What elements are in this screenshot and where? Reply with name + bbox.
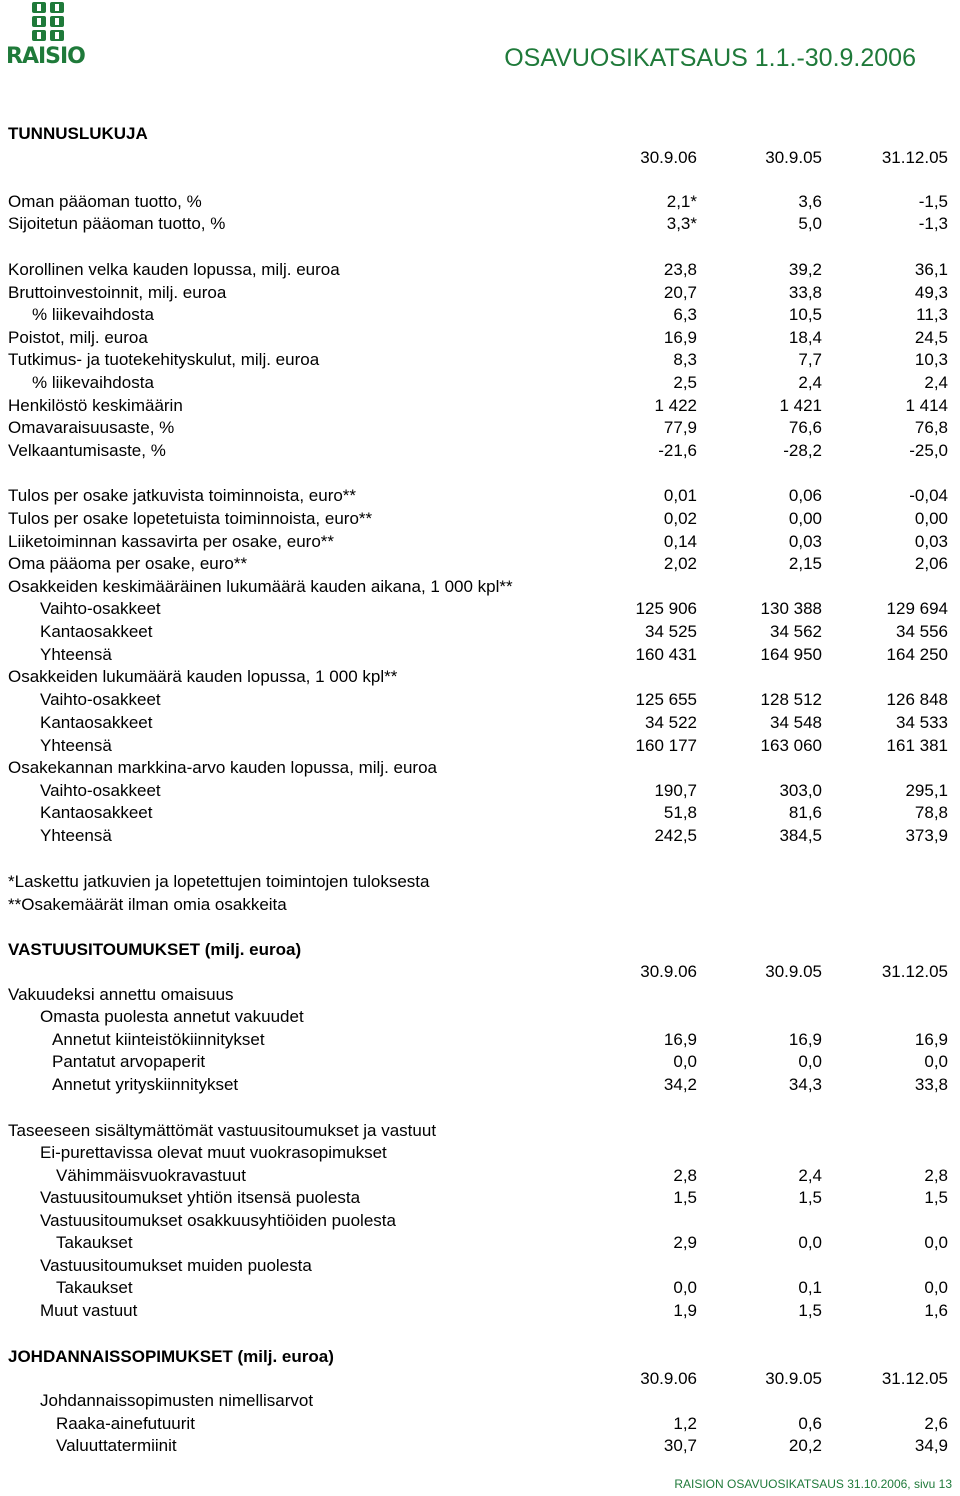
row-label: % liikevaihdosta [32,305,154,324]
row-label: Sijoitetun pääoman tuotto, % [8,214,226,233]
cell-value: 1,5 [798,1301,822,1320]
cell-value: 2,06 [914,554,948,573]
table-row [0,689,960,711]
cell-value: 1,6 [924,1301,948,1320]
footnote: *Laskettu jatkuvien ja lopetettujen toimintojen tuloksesta [8,872,430,891]
row-label: Vastuusitoumukset muiden puolesta [40,1256,312,1275]
cell-value: 0,14 [663,532,697,551]
column-header: 31.12.05 [881,1369,948,1388]
cell-value: 0,03 [914,532,948,551]
row-label: Pantatut arvopaperit [52,1052,206,1071]
table-row [0,1413,960,1435]
row-label: Velkaantumisaste, % [8,441,166,460]
row-label: Raaka-ainefutuurit [56,1414,195,1433]
section-title-johdannaiset: JOHDANNAISSOPIMUKSET (milj. euroa) [8,1347,334,1366]
column-header: 31.12.05 [881,962,948,981]
cell-value: 0,0 [924,1278,948,1297]
table-row [0,1120,960,1142]
cell-value: 2,5 [673,373,697,392]
cell-value: 16,9 [663,1030,697,1049]
row-label: Takaukset [56,1233,133,1252]
row-label: Liiketoiminnan kassavirta per osake, euro** [8,532,335,551]
table-row [0,1074,960,1096]
cell-value: 51,8 [663,803,697,822]
cell-value: 126 848 [886,690,948,709]
cell-value: 163 060 [760,736,822,755]
row-label: Korollinen velka kauden lopussa, milj. euroa [8,260,340,279]
table-row [0,1435,960,1457]
row-label: Johdannaissopimusten nimellisarvot [40,1391,314,1410]
table-row [0,1390,960,1412]
table-row [0,1187,960,1209]
cell-value: 78,8 [914,803,948,822]
table-row [0,1029,960,1051]
cell-value: 39,2 [788,260,822,279]
table-row [0,1277,960,1299]
row-label: Omasta puolesta annetut vakuudet [40,1007,304,1026]
cell-value: 129 694 [886,599,948,618]
table-row [0,757,960,779]
table-row [0,282,960,304]
section-title-tunnusluvut: TUNNUSLUKUJA [8,124,148,143]
table-row [0,372,960,394]
column-header: 30.9.05 [765,148,822,167]
cell-value: 7,7 [798,350,822,369]
cell-value: 0,00 [914,509,948,528]
cell-value: 295,1 [905,781,948,800]
cell-value: 161 381 [886,736,948,755]
raisio-logo [6,2,90,70]
cell-value: 190,7 [654,781,697,800]
table-row [0,440,960,462]
cell-value: 0,0 [673,1052,697,1071]
table-row [0,1210,960,1232]
cell-value: 164 950 [760,645,822,664]
row-label: Omavaraisuusaste, % [8,418,175,437]
cell-value: 0,0 [798,1233,822,1252]
row-label: Osakekannan markkina-arvo kauden lopussa, milj. euroa [8,758,438,777]
cell-value: 2,4 [798,1166,822,1185]
raisio-grain-emblem-icon [28,2,68,42]
cell-value: 76,8 [914,418,948,437]
table-row [0,802,960,824]
table-row [0,735,960,757]
cell-value: 1 414 [905,396,948,415]
cell-value: 1 421 [779,396,822,415]
table-row [0,984,960,1006]
cell-value: 1,9 [673,1301,697,1320]
table-row [0,1142,960,1164]
table-row [0,1300,960,1322]
cell-value: 10,5 [788,305,822,324]
cell-value: 0,02 [663,509,697,528]
row-label: Vähimmäisvuokravastuut [56,1166,246,1185]
cell-value: 36,1 [914,260,948,279]
cell-value: 20,7 [663,283,697,302]
cell-value: 0,03 [788,532,822,551]
cell-value: -21,6 [658,441,697,460]
table-row [0,598,960,620]
table-row [0,191,960,213]
cell-value: 373,9 [905,826,948,845]
cell-value: 16,9 [663,328,697,347]
row-label: Oma pääoma per osake, euro** [8,554,248,573]
row-label: Valuuttatermiinit [56,1436,177,1455]
cell-value: 16,9 [914,1030,948,1049]
cell-value: 242,5 [654,826,697,845]
column-header: 30.9.05 [765,1369,822,1388]
table-row [0,349,960,371]
table-row [0,531,960,553]
cell-value: 3,3* [666,214,697,233]
cell-value: 0,06 [788,486,822,505]
row-label: Yhteensä [40,826,112,845]
table-row [0,1051,960,1073]
footnote: **Osakemäärät ilman omia osakkeita [8,895,287,914]
table-row [0,1165,960,1187]
cell-value: 81,6 [788,803,822,822]
cell-value: 160 177 [635,736,697,755]
cell-value: 34 562 [770,622,822,641]
row-label: Vastuusitoumukset osakkuusyhtiöiden puolesta [40,1211,396,1230]
cell-value: 164 250 [886,645,948,664]
column-header: 30.9.06 [640,1369,697,1388]
row-label: Kantaosakkeet [40,713,153,732]
cell-value: 1,5 [924,1188,948,1207]
cell-value: 0,6 [798,1414,822,1433]
row-label: Poistot, milj. euroa [8,328,148,347]
row-label: Ei-purettavissa olevat muut vuokrasopimukset [40,1143,387,1162]
table-row [0,644,960,666]
table-row [0,259,960,281]
cell-value: 2,8 [673,1166,697,1185]
cell-value: 2,15 [788,554,822,573]
cell-value: 2,4 [798,373,822,392]
row-label: Vaihto-osakkeet [40,690,161,709]
cell-value: 34 548 [770,713,822,732]
cell-value: 2,4 [924,373,948,392]
column-header-row [0,147,960,169]
table-row [0,304,960,326]
column-header: 30.9.06 [640,148,697,167]
row-label: Annetut yrityskiinnitykset [52,1075,239,1094]
row-label: Vakuudeksi annettu omaisuus [8,985,234,1004]
row-label: Yhteensä [40,736,112,755]
cell-value: 34,2 [663,1075,697,1094]
cell-value: 16,9 [788,1030,822,1049]
cell-value: 0,0 [798,1052,822,1071]
cell-value: 18,4 [788,328,822,347]
row-label: Osakkeiden keskimääräinen lukumäärä kauden aikana, 1 000 kpl** [8,577,513,596]
row-label: Oman pääoman tuotto, % [8,192,202,211]
cell-value: -1,5 [918,192,948,211]
cell-value: 3,6 [798,192,822,211]
cell-value: 34 525 [645,622,697,641]
cell-value: 34 556 [896,622,948,641]
row-label: % liikevaihdosta [32,373,154,392]
column-header-row [0,1368,960,1390]
table-row [0,1006,960,1028]
cell-value: 34 522 [645,713,697,732]
page-footer: RAISION OSAVUOSIKATSAUS 31.10.2006, sivu 13 [674,1477,952,1491]
table-row [0,395,960,417]
cell-value: 11,3 [916,305,948,324]
table-row [0,485,960,507]
cell-value: 23,8 [663,260,697,279]
table-row [0,712,960,734]
cell-value: 2,1* [666,192,697,211]
cell-value: 0,01 [663,486,697,505]
cell-value: 6,3 [673,305,697,324]
column-header: 30.9.05 [765,962,822,981]
cell-value: 125 655 [635,690,697,709]
cell-value: 34,9 [914,1436,948,1455]
logo-wordmark: RAISIO [6,44,85,69]
cell-value: 20,2 [788,1436,822,1455]
cell-value: 10,3 [914,350,948,369]
table-row [0,1255,960,1277]
row-label: Vaihto-osakkeet [40,781,161,800]
table-row [0,327,960,349]
table-row [0,666,960,688]
cell-value: 1 422 [654,396,697,415]
table-row [0,780,960,802]
cell-value: 33,8 [788,283,822,302]
cell-value: 76,6 [788,418,822,437]
row-label: Annetut kiinteistökiinnitykset [52,1030,265,1049]
cell-value: 0,0 [924,1233,948,1252]
table-row [0,1232,960,1254]
cell-value: 128 512 [760,690,822,709]
cell-value: 34,3 [788,1075,822,1094]
row-label: Osakkeiden lukumäärä kauden lopussa, 1 000 kpl** [8,667,398,686]
row-label: Tulos per osake lopetetuista toiminnoista, euro** [8,509,373,528]
column-header-row [0,961,960,983]
row-label: Taseeseen sisältymättömät vastuusitoumukset ja vastuut [8,1121,437,1140]
cell-value: 5,0 [798,214,822,233]
table-row [0,553,960,575]
cell-value: 384,5 [779,826,822,845]
cell-value: 2,6 [924,1414,948,1433]
table-row [0,417,960,439]
cell-value: -1,3 [918,214,948,233]
row-label: Yhteensä [40,645,112,664]
cell-value: 77,9 [663,418,697,437]
table-row [0,213,960,235]
report-title: OSAVUOSIKATSAUS 1.1.-30.9.2006 [504,44,916,72]
cell-value: 1,5 [673,1188,697,1207]
row-label: Kantaosakkeet [40,803,153,822]
cell-value: 0,1 [798,1278,822,1297]
cell-value: 303,0 [779,781,822,800]
section-title-vastuut: VASTUUSITOUMUKSET (milj. euroa) [8,940,302,959]
cell-value: -25,0 [909,441,948,460]
cell-value: 34 533 [896,713,948,732]
table-row [0,825,960,847]
cell-value: 125 906 [635,599,697,618]
row-label: Tulos per osake jatkuvista toiminnoista, euro** [8,486,357,505]
cell-value: 1,5 [798,1188,822,1207]
row-label: Takaukset [56,1278,133,1297]
row-label: Muut vastuut [40,1301,138,1320]
row-label: Bruttoinvestoinnit, milj. euroa [8,283,227,302]
row-label: Henkilöstö keskimäärin [8,396,183,415]
cell-value: 30,7 [663,1436,697,1455]
cell-value: 8,3 [673,350,697,369]
row-label: Vaihto-osakkeet [40,599,161,618]
table-row [0,621,960,643]
row-label: Kantaosakkeet [40,622,153,641]
cell-value: 33,8 [914,1075,948,1094]
cell-value: 0,0 [924,1052,948,1071]
column-header: 31.12.05 [881,148,948,167]
cell-value: 2,8 [924,1166,948,1185]
cell-value: 1,2 [673,1414,697,1433]
cell-value: -28,2 [783,441,822,460]
row-label: Tutkimus- ja tuotekehityskulut, milj. euroa [8,350,320,369]
cell-value: 0,00 [788,509,822,528]
cell-value: 49,3 [914,283,948,302]
row-label: Vastuusitoumukset yhtiön itsensä puolesta [40,1188,361,1207]
cell-value: 130 388 [760,599,822,618]
cell-value: 2,02 [663,554,697,573]
cell-value: 160 431 [635,645,697,664]
table-row [0,508,960,530]
cell-value: -0,04 [909,486,948,505]
column-header: 30.9.06 [640,962,697,981]
table-row [0,576,960,598]
cell-value: 24,5 [914,328,948,347]
cell-value: 0,0 [673,1278,697,1297]
cell-value: 2,9 [673,1233,697,1252]
